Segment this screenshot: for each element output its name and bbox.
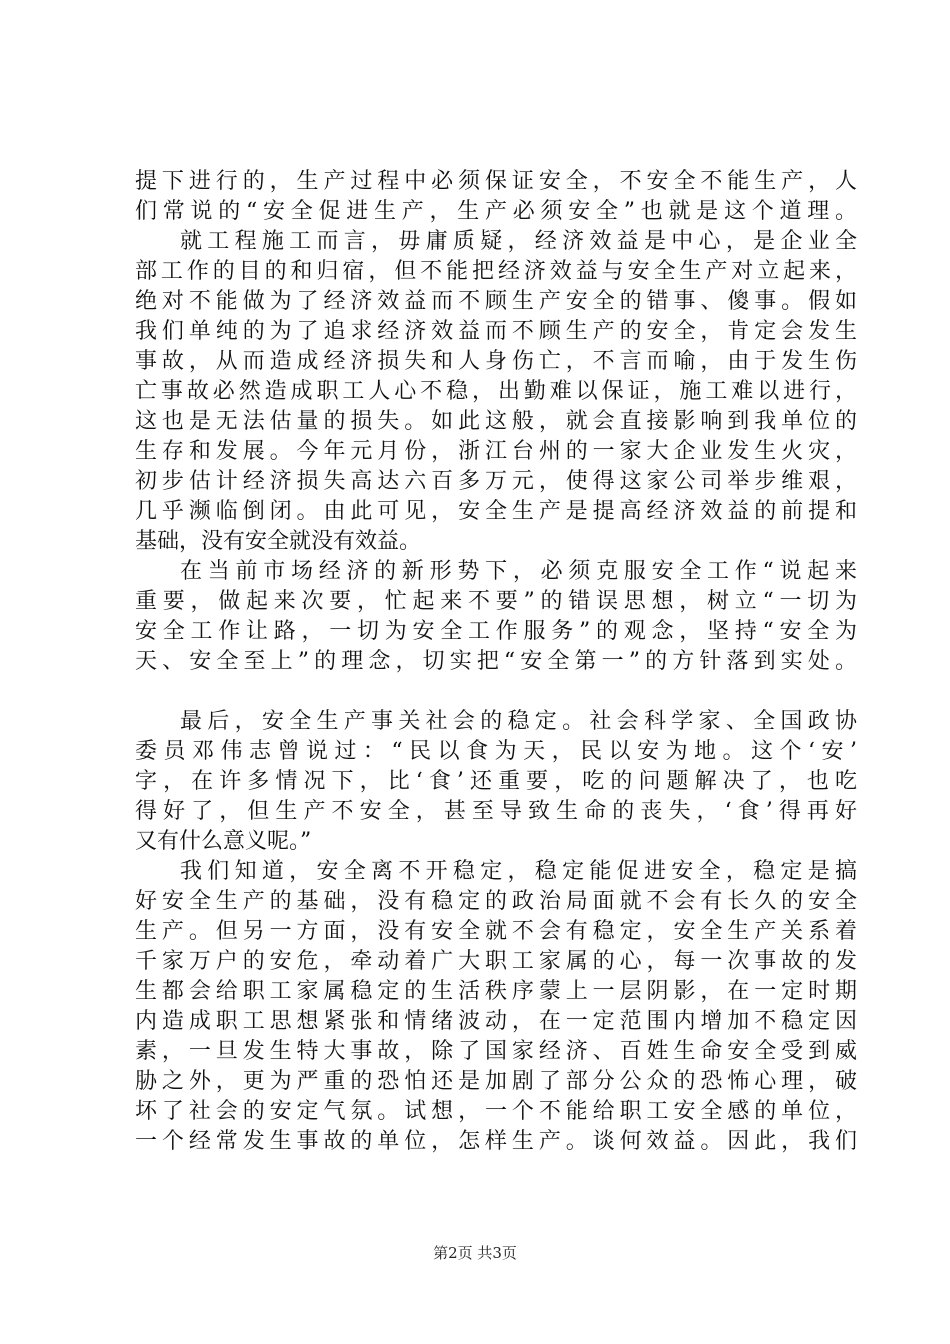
text-line: 这也是无法估量的损失。如此这般，就会直接影响到我单位的	[135, 409, 857, 434]
text-line: 生产。但另一方面，没有安全就不会有稳定，安全生产关系着	[135, 919, 857, 944]
text-line: 千家万户的安危，牵动着广大职工家属的心，每一次事故的发	[135, 949, 857, 974]
text-line: 们常说的“安全促进生产，生产必须安全”也就是这个道理。	[135, 199, 857, 224]
text-line: 部工作的目的和归宿，但不能把经济效益与安全生产对立起来，	[135, 259, 857, 284]
text-line: 素，一旦发生特大事故，除了国家经济、百姓生命安全受到威	[135, 1039, 857, 1064]
text-line: 胁之外，更为严重的恐怕还是加剧了部分公众的恐怖心理，破	[135, 1069, 857, 1094]
text-line: 一个经常发生事故的单位，怎样生产。谈何效益。因此，我们	[135, 1129, 857, 1154]
text-line: 在当前市场经济的新形势下，必须克服安全工作“说起来	[180, 559, 857, 584]
text-line: 基础，没有安全就没有效益。	[135, 529, 422, 554]
text-line: 初步估计经济损失高达六百多万元，使得这家公司举步维艰，	[135, 469, 857, 494]
text-line: 委员邓伟志曾说过：“民以食为天，民以安为地。这个‘安’	[135, 739, 857, 764]
paragraph-5	[135, 857, 857, 1157]
text-line: 字，在许多情况下，比‘食’还重要，吃的问题解决了，也吃	[135, 769, 857, 794]
text-line: 事故，从而造成经济损失和人身伤亡，不言而喻，由于发生伤	[135, 349, 857, 374]
text-line: 得好了，但生产不安全，甚至导致生命的丧失，‘食’得再好	[135, 799, 857, 824]
text-line: 重要，做起来次要，忙起来不要”的错误思想，树立“一切为	[135, 589, 857, 614]
paragraph-4	[135, 707, 857, 857]
text-line: 亡事故必然造成职工人心不稳，出勤难以保证，施工难以进行，	[135, 379, 857, 404]
text-line: 好安全生产的基础，没有稳定的政治局面就不会有长久的安全	[135, 889, 857, 914]
text-line: 我们知道，安全离不开稳定，稳定能促进安全，稳定是搞	[180, 859, 857, 884]
text-line: 我们单纯的为了追求经济效益而不顾生产的安全，肯定会发生	[135, 319, 857, 344]
text-line: 绝对不能做为了经济效益而不顾生产安全的错事、傻事。假如	[135, 289, 857, 314]
text-line: 就工程施工而言，毋庸质疑，经济效益是中心，是企业全	[180, 229, 857, 254]
paragraph-1	[135, 167, 857, 227]
text-line: 又有什么意义呢。”	[135, 829, 312, 854]
text-line: 生存和发展。今年元月份，浙江台州的一家大企业发生火灾，	[135, 439, 857, 464]
paragraph-3	[135, 557, 857, 677]
paragraph-spacer	[135, 677, 857, 707]
text-line: 最后，安全生产事关社会的稳定。社会科学家、全国政协	[180, 709, 857, 734]
document-body	[135, 167, 857, 1157]
page-number-footer: 第2页 共3页	[433, 1244, 517, 1262]
text-line: 天、安全至上”的理念，切实把“安全第一”的方针落到实处。	[135, 649, 857, 674]
text-line: 内造成职工思想紧张和情绪波动，在一定范围内增加不稳定因	[135, 1009, 857, 1034]
text-line: 提下进行的，生产过程中必须保证安全，不安全不能生产，人	[135, 169, 857, 194]
text-line: 安全工作让路，一切为安全工作服务”的观念，坚持“安全为	[135, 619, 857, 644]
text-line: 生都会给职工家属稳定的生活秩序蒙上一层阴影，在一定时期	[135, 979, 857, 1004]
text-line: 坏了社会的安定气氛。试想，一个不能给职工安全感的单位，	[135, 1099, 857, 1124]
text-line: 几乎濒临倒闭。由此可见，安全生产是提高经济效益的前提和	[135, 499, 857, 524]
paragraph-2	[135, 227, 857, 557]
